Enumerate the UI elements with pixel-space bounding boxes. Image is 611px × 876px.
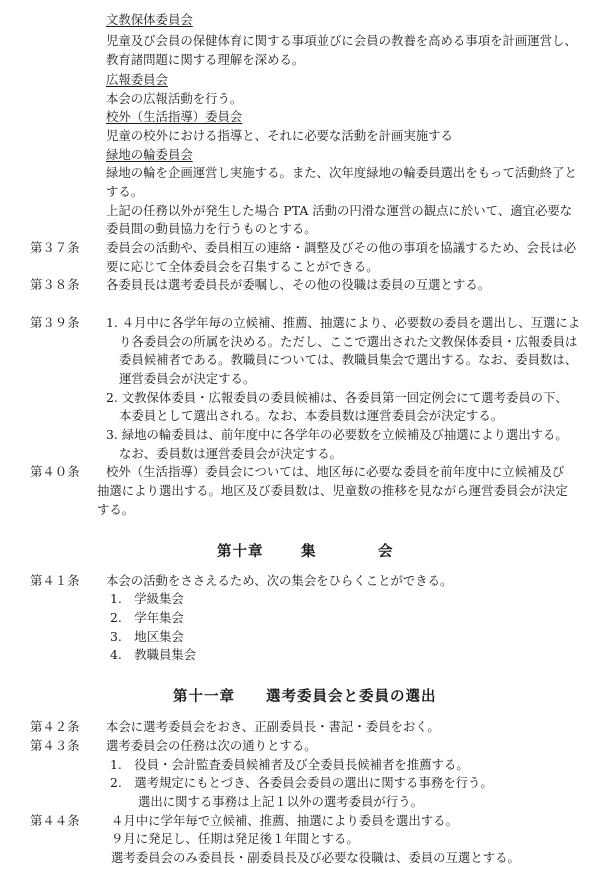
article-text: する。 [97, 502, 135, 517]
chapter-number: 第十一章 [173, 688, 235, 705]
committee-desc-line: する。 [106, 184, 144, 199]
article-label: 第３７条 [30, 240, 80, 255]
article-text: 抽選により選出する。地区及び委員数は、児童数の推移を見ながら運営委員会が決定 [97, 483, 568, 498]
article-list-item-cont: 委員候補者である。教職員については、教職員集会で選出する。なお、委員数は、 [119, 352, 578, 367]
committee-desc-line: 教育諸問題に関する理解を深める。 [106, 52, 305, 67]
committee-desc-line: 児童及び会員の保健体育に関する事項並びに会員の教養を高める事項を計画運営し、 [106, 33, 577, 48]
article-text: 本会に選考委員会をおき、正副委員長・書記・委員をおく。 [106, 719, 440, 734]
article-text: 要に応じて全体委員会を召集することができる。 [106, 259, 379, 274]
article-text: 選考委員会のみ委員長・副委員長及び必要な役職は、委員の互選とする。 [111, 850, 520, 865]
article-label: 第４４条 [30, 813, 80, 828]
article-list-item-cont: なお、委員数は運営委員会が決定する。 [119, 446, 343, 461]
list-item: 4. 教職員集会 [110, 647, 197, 662]
committee-desc-line: 児童の校外における指導と、それに必要な活動を計画実施する [106, 128, 453, 143]
article-label: 第４１条 [30, 573, 80, 588]
chapter-title-part: 会 [378, 543, 394, 560]
list-item-note: 選出に関する事務は上記１以外の選考委員が行う。 [138, 794, 423, 809]
article-list-item-cont: 運営委員会が決定する。 [119, 371, 256, 386]
article-text: ９月に発足し、任期は発足後１年間とする。 [111, 831, 359, 846]
article-label: 第４０条 [30, 464, 80, 479]
article-text: 本会の活動をささえるため、次の集会をひらくことができる。 [106, 573, 453, 588]
list-item: 2. 選考規定にもとづき、各委員会委員の選出に関する事務を行う。 [110, 775, 493, 790]
article-list-item: 3. 緑地の輪委員は、前年度中に各学年の必要数を立候補及び抽選により選出する。 [106, 427, 568, 442]
article-list-item-cont: り各委員会の所属を決める。ただし、ここで選出された文教保体委員・広報委員は [119, 334, 578, 349]
committee-title-koho: 広報委員会 [106, 72, 168, 87]
article-label: 第３９条 [30, 315, 80, 330]
chapter-number: 第十章 [217, 543, 264, 560]
article-text: 選考委員会の任務は次の通りとする。 [106, 738, 317, 753]
chapter-title: 選考委員会と委員の選出 [266, 688, 437, 705]
list-item: 1. 学級集会 [110, 591, 184, 606]
article-text: ４月中に学年毎で立候補、推薦、抽選により委員を選出する。 [111, 813, 458, 828]
list-item: 1. 役員・会計監査委員候補者及び全委員長候補者を推薦する。 [110, 757, 469, 772]
committee-desc-line: 委員間の動員協力を行うものとする。 [106, 221, 317, 236]
committee-title-midori: 緑地の輪委員会 [106, 147, 193, 162]
article-list-item: 2. 文教保体委員・広報委員の委員候補は、各委員第一回定例会にて選考委員の下、 [106, 390, 568, 405]
article-list-item: 1. ４月中に各学年毎の立候補、推薦、抽選により、必要数の委員を選出し、互選によ [106, 315, 581, 330]
article-text: 各委員長は選考委員長が委嘱し、その他の役職は委員の互選とする。 [106, 277, 491, 292]
chapter-title-part: 集 [301, 543, 317, 560]
article-label: 第３８条 [30, 277, 80, 292]
article-text: 校外（生活指導）委員会については、地区毎に必要な委員を前年度中に立候補及び [106, 464, 565, 479]
list-item: 3. 地区集会 [110, 629, 184, 644]
article-list-item-cont: 本委員として選出される。なお、本委員数は運営委員会が決定する。 [119, 408, 504, 423]
committee-title-kogai: 校外（生活指導）委員会 [106, 109, 243, 124]
committee-desc-line: 緑地の輪を企画運営し実施する。また、次年度緑地の輪委員選出をもって活動終了と [106, 165, 577, 180]
committee-desc-line: 本会の広報活動を行う。 [106, 91, 243, 106]
article-text: 委員会の活動や、委員相互の連絡・調整及びその他の事項を協議するため、会長は必 [106, 240, 577, 255]
committee-desc-line: 上記の任務以外が発生した場合 PTA 活動の円滑な運営の観点に於いて、適宜必要な [106, 203, 573, 218]
article-label: 第４３条 [30, 738, 80, 753]
committee-title-bunkyo: 文教保体委員会 [106, 12, 193, 27]
list-item: 2. 学年集会 [110, 610, 184, 625]
article-label: 第４２条 [30, 719, 80, 734]
